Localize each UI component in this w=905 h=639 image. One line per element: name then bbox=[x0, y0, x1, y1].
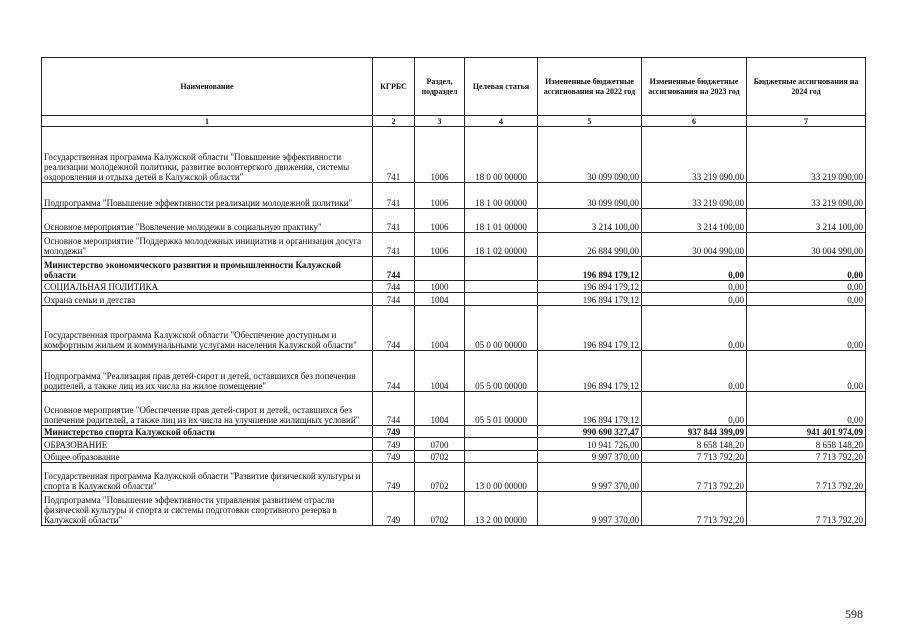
row-section: 1004 bbox=[415, 392, 465, 426]
row-amount-2023: 30 004 990,00 bbox=[642, 233, 747, 257]
row-kgrbs: 741 bbox=[373, 127, 415, 183]
table-row bbox=[42, 463, 866, 492]
row-kgrbs: 749 bbox=[373, 438, 415, 451]
row-target-article: 18 1 00 00000 bbox=[465, 183, 538, 209]
row-amount-2024: 0,00 bbox=[747, 281, 866, 293]
table-row bbox=[42, 351, 866, 392]
row-section: 1004 bbox=[415, 293, 465, 306]
row-amount-2024: 7 713 792,20 bbox=[747, 463, 866, 492]
row-name: Государственная программа Калужской области "Развитие физической культуры и спорта в Калужской области" bbox=[42, 463, 373, 492]
row-amount-2023: 33 219 090,00 bbox=[642, 127, 747, 183]
row-target-article bbox=[465, 451, 538, 463]
row-kgrbs: 741 bbox=[373, 233, 415, 257]
budget-table-body bbox=[42, 127, 866, 526]
table-row bbox=[42, 233, 866, 257]
row-amount-2023: 0,00 bbox=[642, 306, 747, 351]
row-target-article: 18 1 02 00000 bbox=[465, 233, 538, 257]
row-amount-2022: 30 099 090,00 bbox=[538, 127, 642, 183]
row-target-article: 18 0 00 00000 bbox=[465, 127, 538, 183]
row-amount-2024: 7 713 792,20 bbox=[747, 492, 866, 526]
row-section: 1006 bbox=[415, 233, 465, 257]
table-row bbox=[42, 281, 866, 293]
row-target-article bbox=[465, 281, 538, 293]
row-kgrbs: 741 bbox=[373, 183, 415, 209]
header-section: Раздел, подраздел bbox=[415, 58, 465, 116]
row-kgrbs: 744 bbox=[373, 257, 415, 281]
row-target-article: 13 2 00 00000 bbox=[465, 492, 538, 526]
row-amount-2023: 7 713 792,20 bbox=[642, 492, 747, 526]
row-section: 1000 bbox=[415, 281, 465, 293]
row-name: Государственная программа Калужской области "Повышение эффективности реализации молодежной политики, развитие волонтерского движения, системы оздоровления и отдыха детей в Калужской области" bbox=[42, 127, 373, 183]
row-amount-2022: 196 894 179,12 bbox=[538, 392, 642, 426]
row-section: 1004 bbox=[415, 306, 465, 351]
row-section: 1004 bbox=[415, 351, 465, 392]
row-amount-2023: 0,00 bbox=[642, 257, 747, 281]
column-number: 1 bbox=[42, 116, 373, 127]
row-kgrbs: 749 bbox=[373, 492, 415, 526]
row-amount-2024: 0,00 bbox=[747, 293, 866, 306]
table-row bbox=[42, 293, 866, 306]
table-row bbox=[42, 183, 866, 209]
row-section bbox=[415, 426, 465, 438]
row-kgrbs: 749 bbox=[373, 426, 415, 438]
row-section: 0702 bbox=[415, 463, 465, 492]
row-amount-2023: 7 713 792,20 bbox=[642, 451, 747, 463]
row-amount-2022: 9 997 370,00 bbox=[538, 492, 642, 526]
row-amount-2023: 0,00 bbox=[642, 392, 747, 426]
row-amount-2022: 9 997 370,00 bbox=[538, 451, 642, 463]
row-target-article bbox=[465, 257, 538, 281]
row-kgrbs: 744 bbox=[373, 351, 415, 392]
row-section: 0702 bbox=[415, 451, 465, 463]
page-number: 598 bbox=[845, 607, 863, 621]
row-kgrbs: 744 bbox=[373, 392, 415, 426]
row-name: Подпрограмма "Повышение эффективности управления развитием отрасли физической культуры и спорта и системы подготовки спортивного резерва в Калужской области" bbox=[42, 492, 373, 526]
row-amount-2024: 33 219 090,00 bbox=[747, 183, 866, 209]
row-amount-2024: 0,00 bbox=[747, 306, 866, 351]
column-number: 7 bbox=[747, 116, 866, 127]
row-amount-2024: 30 004 990,00 bbox=[747, 233, 866, 257]
row-amount-2023: 3 214 100,00 bbox=[642, 209, 747, 233]
row-target-article: 05 5 01 00000 bbox=[465, 392, 538, 426]
row-target-article bbox=[465, 426, 538, 438]
row-section bbox=[415, 257, 465, 281]
row-name: ОБРАЗОВАНИЕ bbox=[42, 438, 373, 451]
row-amount-2022: 196 894 179,12 bbox=[538, 306, 642, 351]
row-kgrbs: 741 bbox=[373, 209, 415, 233]
row-amount-2022: 990 690 327,47 bbox=[538, 426, 642, 438]
row-amount-2022: 196 894 179,12 bbox=[538, 281, 642, 293]
row-name: Подпрограмма "Реализация прав детей-сирот и детей, оставшихся без попечения родителей, а также лиц из их числа на жилое помещение" bbox=[42, 351, 373, 392]
row-amount-2024: 33 219 090,00 bbox=[747, 127, 866, 183]
header-name: Наименование bbox=[42, 58, 373, 116]
row-name: Основное мероприятие "Вовлечение молодежи в социальную практику" bbox=[42, 209, 373, 233]
row-amount-2023: 0,00 bbox=[642, 281, 747, 293]
table-row bbox=[42, 209, 866, 233]
row-amount-2024: 0,00 bbox=[747, 351, 866, 392]
row-amount-2022: 30 099 090,00 bbox=[538, 183, 642, 209]
table-row bbox=[42, 426, 866, 438]
table-row bbox=[42, 306, 866, 351]
column-number: 3 bbox=[415, 116, 465, 127]
row-target-article bbox=[465, 438, 538, 451]
row-amount-2023: 33 219 090,00 bbox=[642, 183, 747, 209]
table-row bbox=[42, 257, 866, 281]
column-number: 2 bbox=[373, 116, 415, 127]
row-target-article: 13 0 00 00000 bbox=[465, 463, 538, 492]
row-amount-2024: 7 713 792,20 bbox=[747, 451, 866, 463]
row-amount-2023: 937 844 399,09 bbox=[642, 426, 747, 438]
row-name: СОЦИАЛЬНАЯ ПОЛИТИКА bbox=[42, 281, 373, 293]
column-number: 6 bbox=[642, 116, 747, 127]
row-amount-2024: 941 401 974,09 bbox=[747, 426, 866, 438]
column-number: 5 bbox=[538, 116, 642, 127]
row-amount-2023: 8 658 148,20 bbox=[642, 438, 747, 451]
row-name: Охрана семьи и детства bbox=[42, 293, 373, 306]
row-kgrbs: 749 bbox=[373, 463, 415, 492]
budget-table bbox=[41, 57, 866, 526]
row-amount-2024: 8 658 148,20 bbox=[747, 438, 866, 451]
row-name: Министерство спорта Калужской области bbox=[42, 426, 373, 438]
row-amount-2024: 0,00 bbox=[747, 257, 866, 281]
row-name: Государственная программа Калужской области "Обеспечение доступным и комфортным жильем и коммунальными услугами населения Калужской области" bbox=[42, 306, 373, 351]
header-kgrbs: КГРБС bbox=[373, 58, 415, 116]
table-row bbox=[42, 492, 866, 526]
row-amount-2023: 0,00 bbox=[642, 293, 747, 306]
header-2023: Измененные бюджетные ассигнования на 2023 год bbox=[642, 58, 747, 116]
row-amount-2023: 0,00 bbox=[642, 351, 747, 392]
column-number: 4 bbox=[465, 116, 538, 127]
table-row bbox=[42, 392, 866, 426]
row-amount-2022: 9 997 370,00 bbox=[538, 463, 642, 492]
row-section: 1006 bbox=[415, 127, 465, 183]
row-amount-2022: 196 894 179,12 bbox=[538, 293, 642, 306]
row-target-article: 05 0 00 00000 bbox=[465, 306, 538, 351]
row-kgrbs: 744 bbox=[373, 281, 415, 293]
row-amount-2022: 10 941 726,00 bbox=[538, 438, 642, 451]
header-target: Целевая статья bbox=[465, 58, 538, 116]
row-section: 1006 bbox=[415, 209, 465, 233]
row-amount-2023: 7 713 792,20 bbox=[642, 463, 747, 492]
row-target-article: 18 1 01 00000 bbox=[465, 209, 538, 233]
table-row bbox=[42, 438, 866, 451]
row-amount-2022: 196 894 179,12 bbox=[538, 351, 642, 392]
row-kgrbs: 744 bbox=[373, 306, 415, 351]
row-name: Министерство экономического развития и промышленности Калужской области bbox=[42, 257, 373, 281]
table-row bbox=[42, 127, 866, 183]
header-2024: Бюджетные ассигнования на 2024 год bbox=[747, 58, 866, 116]
row-amount-2022: 26 884 990,00 bbox=[538, 233, 642, 257]
row-name: Подпрограмма "Повышение эффективности реализации молодежной политики" bbox=[42, 183, 373, 209]
row-name: Основное мероприятие "Обеспечение прав детей-сирот и детей, оставшихся без попечения родителей, а также лиц из их числа на улучшение жилищных условий" bbox=[42, 392, 373, 426]
header-2022: Измененные бюджетные ассигнования на 2022 год bbox=[538, 58, 642, 116]
table-row bbox=[42, 451, 866, 463]
row-kgrbs: 744 bbox=[373, 293, 415, 306]
row-name: Основное мероприятие "Поддержка молодежных инициатив и организация досуга молодежи" bbox=[42, 233, 373, 257]
row-amount-2022: 196 894 179,12 bbox=[538, 257, 642, 281]
row-target-article: 05 5 00 00000 bbox=[465, 351, 538, 392]
row-name: Общее образование bbox=[42, 451, 373, 463]
row-amount-2024: 3 214 100,00 bbox=[747, 209, 866, 233]
row-target-article bbox=[465, 293, 538, 306]
row-section: 0700 bbox=[415, 438, 465, 451]
row-kgrbs: 749 bbox=[373, 451, 415, 463]
row-amount-2024: 0,00 bbox=[747, 392, 866, 426]
row-section: 0702 bbox=[415, 492, 465, 526]
row-amount-2022: 3 214 100,00 bbox=[538, 209, 642, 233]
header-row bbox=[42, 58, 866, 116]
row-section: 1006 bbox=[415, 183, 465, 209]
column-number-row bbox=[42, 116, 866, 127]
